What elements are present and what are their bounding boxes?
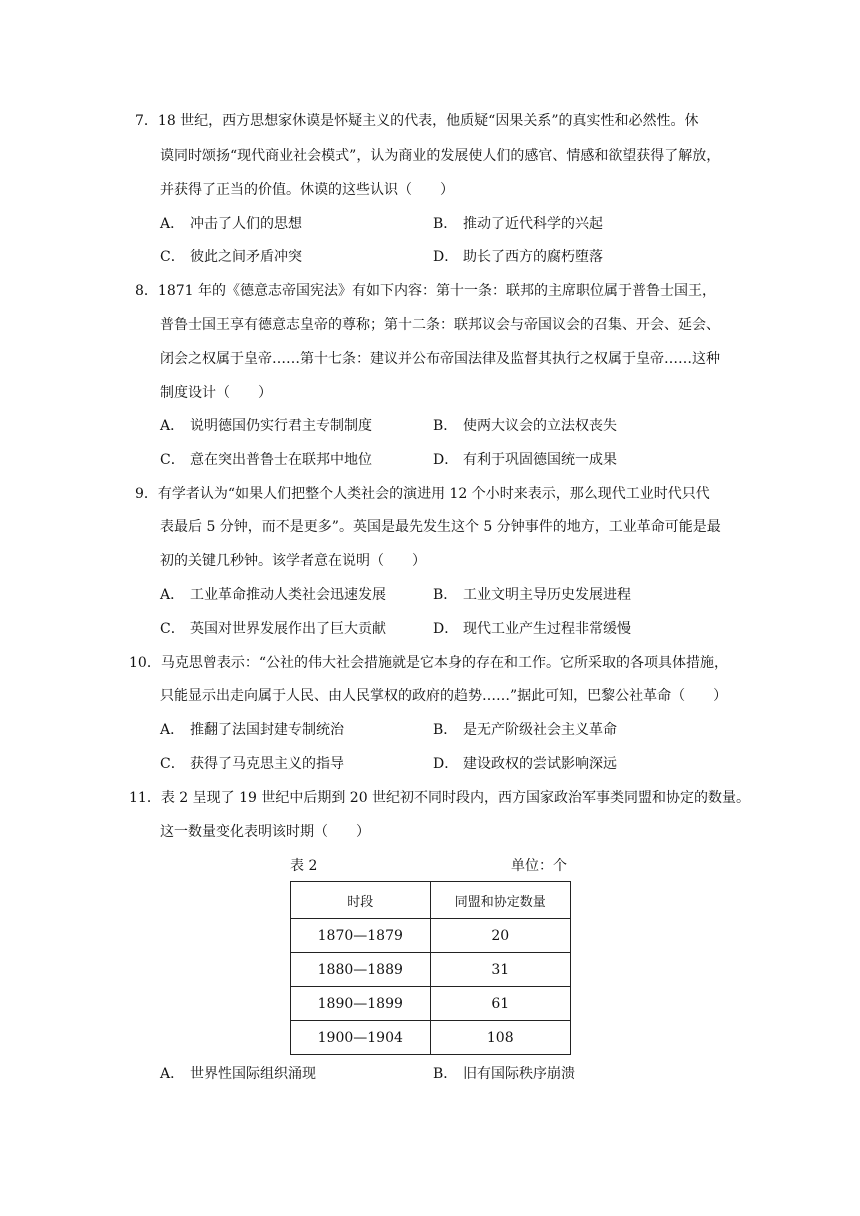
option-text: 使两大议会的立法权丧失 xyxy=(463,418,617,434)
option-text: 旧有国际秩序崩溃 xyxy=(463,1066,575,1082)
option-text: 世界性国际组织涌现 xyxy=(190,1066,316,1082)
table-row xyxy=(291,953,571,987)
option-text: 冲击了人们的思想 xyxy=(190,216,302,232)
option-text: 推动了近代科学的兴起 xyxy=(463,216,603,232)
option-text: 获得了马克思主义的指导 xyxy=(190,756,344,772)
option-letter: C． xyxy=(160,756,185,772)
q7-line-2: 谟同时颂扬“现代商业社会模式”，认为商业的发展使人们的感官、情感和欲望获得了解放， xyxy=(160,148,721,164)
q11-option-b[interactable] xyxy=(433,1064,575,1084)
option-letter: C． xyxy=(160,621,185,637)
table-row xyxy=(291,987,571,1021)
q8-option-c[interactable] xyxy=(160,450,372,470)
table-caption: 表 2 xyxy=(290,858,318,874)
q10-option-d[interactable] xyxy=(433,754,617,774)
option-letter: A． xyxy=(160,587,185,603)
option-text: 说明德国仍实行君主专制制度 xyxy=(190,418,372,434)
option-text: 工业文明主导历史发展进程 xyxy=(463,587,631,603)
option-text: 是无产阶级社会主义革命 xyxy=(463,722,617,738)
q8-line-2: 普鲁士国王享有德意志皇帝的尊称；第十二条：联邦议会与帝国议会的召集、开会、延会、 xyxy=(160,317,720,333)
data-table xyxy=(290,881,571,1055)
table-header-period: 时段 xyxy=(291,882,431,919)
q7-line-3: 并获得了正当的价值。休谟的这些认识（ ） xyxy=(160,182,454,198)
table-cell-period: 1890—1899 xyxy=(291,987,431,1021)
option-letter: B． xyxy=(433,418,458,434)
q10-line-2: 只能显示出走向属于人民、由人民掌权的政府的趋势……”据此可知，巴黎公社革命（ ） xyxy=(160,688,728,704)
option-text: 工业革命推动人类社会迅速发展 xyxy=(190,587,386,603)
option-letter: B． xyxy=(433,722,458,738)
table-cell-count: 20 xyxy=(430,919,570,953)
option-text: 推翻了法国封建专制统治 xyxy=(190,722,344,738)
q8-line-3: 闭会之权属于皇帝……第十七条：建议并公布帝国法律及监督其执行之权属于皇帝……这种 xyxy=(160,351,720,367)
table-header-row xyxy=(291,882,571,919)
option-letter: D． xyxy=(433,249,459,265)
option-text: 助长了西方的腐朽堕落 xyxy=(463,249,603,265)
option-text: 彼此之间矛盾冲突 xyxy=(190,249,302,265)
q7-option-a[interactable] xyxy=(160,214,302,234)
option-letter: B． xyxy=(433,1066,458,1082)
table-cell-count: 31 xyxy=(430,953,570,987)
option-letter: B． xyxy=(433,216,458,232)
option-text: 英国对世界发展作出了巨大贡献 xyxy=(190,621,386,637)
q9-option-b[interactable] xyxy=(433,585,631,605)
q11-line-2: 这一数量变化表明该时期（ ） xyxy=(160,824,370,840)
q9-line-3: 初的关键几秒钟。该学者意在说明（ ） xyxy=(160,553,426,569)
table-unit: 单位：个 xyxy=(511,858,567,874)
table-cell-count: 108 xyxy=(430,1021,570,1055)
q9-option-c[interactable] xyxy=(160,619,386,639)
q10-option-b[interactable] xyxy=(433,720,617,740)
table-cell-period: 1880—1889 xyxy=(291,953,431,987)
option-letter: D． xyxy=(433,452,459,468)
option-letter: A． xyxy=(160,722,185,738)
table-cell-period: 1870—1879 xyxy=(291,919,431,953)
q9-line-1: 9．有学者认为“如果人们把整个人类社会的演进用 12 个小时来表示，那么现代工业时代只代 xyxy=(135,486,710,502)
q7-option-d[interactable] xyxy=(433,247,603,267)
q11-option-a[interactable] xyxy=(160,1064,316,1084)
option-letter: D． xyxy=(433,756,459,772)
option-letter: C． xyxy=(160,452,185,468)
table-cell-period: 1900—1904 xyxy=(291,1021,431,1055)
option-text: 有利于巩固德国统一成果 xyxy=(463,452,617,468)
table-cell-count: 61 xyxy=(430,987,570,1021)
option-text: 现代工业产生过程非常缓慢 xyxy=(463,621,631,637)
option-letter: D． xyxy=(433,621,459,637)
q9-line-2: 表最后 5 分钟，而不是更多”。英国是最先发生这个 5 分钟事件的地方，工业革命可能是最 xyxy=(160,519,721,535)
q9-option-d[interactable] xyxy=(433,619,631,639)
table-row xyxy=(291,1021,571,1055)
option-letter: C． xyxy=(160,249,185,265)
q9-option-a[interactable] xyxy=(160,585,386,605)
q8-option-a[interactable] xyxy=(160,416,372,436)
q7-option-c[interactable] xyxy=(160,247,302,267)
q11-line-1: 11．表 2 呈现了 19 世纪中后期到 20 世纪初不同时段内，西方国家政治军事类同盟和协定的数量。 xyxy=(129,790,751,806)
table-row xyxy=(291,919,571,953)
q10-option-a[interactable] xyxy=(160,720,344,740)
option-letter: A． xyxy=(160,216,185,232)
q7-line-1: 7．18 世纪，西方思想家休谟是怀疑主义的代表，他质疑“因果关系”的真实性和必然性。休 xyxy=(135,113,699,129)
q10-option-c[interactable] xyxy=(160,754,344,774)
option-text: 建设政权的尝试影响深远 xyxy=(463,756,617,772)
q10-line-1: 10．马克思曾表示：“公社的伟大社会措施就是它本身的存在和工作。它所采取的各项具体措施， xyxy=(129,655,728,671)
option-letter: A． xyxy=(160,1066,185,1082)
option-letter: B． xyxy=(433,587,458,603)
q8-line-1: 8．1871 年的《德意志帝国宪法》有如下内容：第十一条：联邦的主席职位属于普鲁士国王， xyxy=(135,283,716,299)
q8-option-d[interactable] xyxy=(433,450,617,470)
option-text: 意在突出普鲁士在联邦中地位 xyxy=(190,452,372,468)
q7-option-b[interactable] xyxy=(433,214,603,234)
q8-option-b[interactable] xyxy=(433,416,617,436)
q8-line-4: 制度设计（ ） xyxy=(160,385,272,401)
table-header-count: 同盟和协定数量 xyxy=(430,882,570,919)
option-letter: A． xyxy=(160,418,185,434)
